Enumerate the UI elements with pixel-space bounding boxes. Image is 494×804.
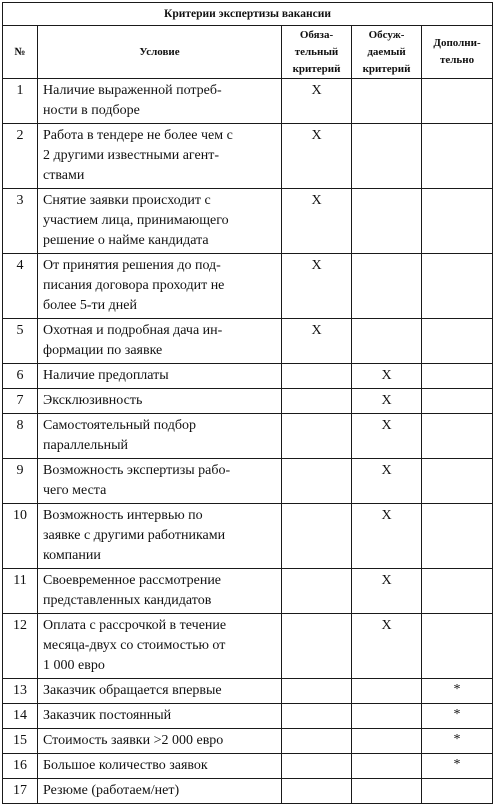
condition-line: Самостоятельный подбор bbox=[43, 418, 197, 433]
condition-line: заявке с другими работниками bbox=[43, 528, 226, 543]
row-discussed-mark: X bbox=[352, 389, 422, 414]
row-condition bbox=[38, 319, 282, 364]
condition-line: Возможность интервью по bbox=[43, 508, 203, 523]
condition-line: представленных кандидатов bbox=[43, 593, 212, 608]
row-additional-mark bbox=[422, 414, 493, 459]
condition-line: 2 другими известными агент- bbox=[43, 148, 219, 163]
row-number: 16 bbox=[3, 754, 38, 779]
row-number: 6 bbox=[3, 364, 38, 389]
row-additional-mark: * bbox=[422, 729, 493, 754]
table-row bbox=[3, 189, 493, 254]
row-condition bbox=[38, 779, 282, 804]
row-condition bbox=[38, 679, 282, 704]
header-discussed-line: критерий bbox=[362, 62, 411, 75]
row-condition bbox=[38, 189, 282, 254]
table-row bbox=[3, 254, 493, 319]
row-discussed-mark bbox=[352, 79, 422, 124]
condition-line: 1 000 евро bbox=[43, 658, 105, 673]
row-mandatory-mark bbox=[282, 504, 352, 569]
condition-line: Заказчик постоянный bbox=[43, 708, 172, 723]
row-condition bbox=[38, 614, 282, 679]
table-row bbox=[3, 124, 493, 189]
condition-line: участием лица, принимающего bbox=[43, 213, 229, 228]
row-discussed-mark bbox=[352, 124, 422, 189]
row-additional-mark: * bbox=[422, 704, 493, 729]
condition-line: Стоимость заявки >2 000 евро bbox=[43, 733, 224, 748]
row-mandatory-mark bbox=[282, 729, 352, 754]
table-title-row bbox=[3, 3, 493, 26]
header-mandatory-line: тельный bbox=[294, 45, 339, 58]
header-condition: Условие bbox=[38, 26, 282, 79]
row-mandatory-mark bbox=[282, 614, 352, 679]
row-discussed-mark: X bbox=[352, 414, 422, 459]
condition-line: Наличие предоплаты bbox=[43, 368, 169, 383]
row-additional-mark bbox=[422, 569, 493, 614]
row-mandatory-mark bbox=[282, 414, 352, 459]
row-additional-mark bbox=[422, 389, 493, 414]
row-mandatory-mark bbox=[282, 679, 352, 704]
row-number: 13 bbox=[3, 679, 38, 704]
table-row bbox=[3, 679, 493, 704]
condition-line: решение о найме кандидата bbox=[43, 233, 209, 248]
row-discussed-mark bbox=[352, 319, 422, 364]
row-additional-mark bbox=[422, 189, 493, 254]
row-mandatory-mark bbox=[282, 754, 352, 779]
row-number: 9 bbox=[3, 459, 38, 504]
row-mandatory-mark: X bbox=[282, 254, 352, 319]
row-mandatory-mark bbox=[282, 704, 352, 729]
row-number: 14 bbox=[3, 704, 38, 729]
condition-line: Наличие выраженной потреб- bbox=[43, 83, 222, 98]
table-body bbox=[3, 79, 493, 804]
row-discussed-mark: X bbox=[352, 364, 422, 389]
header-additional-line: тельно bbox=[439, 54, 475, 66]
row-mandatory-mark: X bbox=[282, 319, 352, 364]
row-mandatory-mark bbox=[282, 364, 352, 389]
header-discussed-line: Обсуж- bbox=[368, 28, 405, 41]
row-number: 12 bbox=[3, 614, 38, 679]
row-number: 1 bbox=[3, 79, 38, 124]
row-mandatory-mark bbox=[282, 569, 352, 614]
header-mandatory-line: критерий bbox=[292, 62, 341, 75]
row-number: 7 bbox=[3, 389, 38, 414]
header-num: № bbox=[3, 26, 38, 79]
row-mandatory-mark bbox=[282, 459, 352, 504]
condition-line: формации по заявке bbox=[43, 343, 163, 358]
row-discussed-mark: X bbox=[352, 459, 422, 504]
row-number: 4 bbox=[3, 254, 38, 319]
condition-line: Охотная и подробная дача ин- bbox=[43, 323, 223, 338]
table-row bbox=[3, 414, 493, 459]
row-condition bbox=[38, 504, 282, 569]
row-number: 5 bbox=[3, 319, 38, 364]
row-mandatory-mark bbox=[282, 779, 352, 804]
condition-line: Резюме (работаем/нет) bbox=[43, 783, 180, 798]
row-condition bbox=[38, 729, 282, 754]
row-discussed-mark bbox=[352, 254, 422, 319]
row-mandatory-mark: X bbox=[282, 79, 352, 124]
row-additional-mark bbox=[422, 459, 493, 504]
row-number: 8 bbox=[3, 414, 38, 459]
condition-line: писания договора проходит не bbox=[43, 278, 225, 293]
row-number: 15 bbox=[3, 729, 38, 754]
table-row bbox=[3, 754, 493, 779]
table-row bbox=[3, 614, 493, 679]
condition-line: Работа в тендере не более чем с bbox=[43, 128, 233, 143]
row-discussed-mark: X bbox=[352, 504, 422, 569]
row-additional-mark bbox=[422, 319, 493, 364]
table-row bbox=[3, 364, 493, 389]
criteria-table bbox=[2, 2, 493, 804]
row-additional-mark bbox=[422, 254, 493, 319]
row-number: 2 bbox=[3, 124, 38, 189]
header-mandatory bbox=[282, 26, 352, 79]
condition-line: Большое количество заявок bbox=[43, 758, 208, 773]
table-row bbox=[3, 704, 493, 729]
row-condition bbox=[38, 254, 282, 319]
condition-line: Снятие заявки происходит с bbox=[43, 193, 211, 208]
condition-line: Заказчик обращается впервые bbox=[43, 683, 222, 698]
row-discussed-mark: X bbox=[352, 614, 422, 679]
condition-line: Оплата с рассрочкой в течение bbox=[43, 618, 227, 633]
row-additional-mark bbox=[422, 504, 493, 569]
table-row bbox=[3, 729, 493, 754]
row-condition bbox=[38, 79, 282, 124]
row-discussed-mark bbox=[352, 189, 422, 254]
row-condition bbox=[38, 124, 282, 189]
condition-line: параллельный bbox=[43, 438, 128, 453]
condition-line: ности в подборе bbox=[43, 103, 140, 118]
row-discussed-mark bbox=[352, 729, 422, 754]
row-additional-mark bbox=[422, 614, 493, 679]
header-additional-line: Дополни- bbox=[433, 37, 481, 49]
row-condition bbox=[38, 459, 282, 504]
row-discussed-mark bbox=[352, 679, 422, 704]
condition-line: компании bbox=[43, 548, 101, 563]
row-discussed-mark: X bbox=[352, 569, 422, 614]
row-number: 11 bbox=[3, 569, 38, 614]
row-condition bbox=[38, 414, 282, 459]
row-discussed-mark bbox=[352, 754, 422, 779]
condition-line: От принятия решения до под- bbox=[43, 258, 221, 273]
row-condition bbox=[38, 389, 282, 414]
row-additional-mark bbox=[422, 364, 493, 389]
table-row bbox=[3, 459, 493, 504]
row-condition bbox=[38, 364, 282, 389]
condition-line: Эксклюзивность bbox=[43, 393, 143, 408]
row-additional-mark bbox=[422, 124, 493, 189]
table-row bbox=[3, 779, 493, 804]
condition-line: чего места bbox=[43, 483, 107, 498]
condition-line: месяца-двух со стоимостью от bbox=[43, 638, 226, 653]
table-row bbox=[3, 79, 493, 124]
row-number: 3 bbox=[3, 189, 38, 254]
row-additional-mark: * bbox=[422, 679, 493, 704]
row-mandatory-mark: X bbox=[282, 124, 352, 189]
condition-line: более 5-ти дней bbox=[43, 298, 137, 313]
table-row bbox=[3, 319, 493, 364]
row-additional-mark bbox=[422, 779, 493, 804]
row-number: 10 bbox=[3, 504, 38, 569]
table-title: Критерии экспертизы вакансии bbox=[3, 3, 493, 26]
header-discussed-line: даемый bbox=[367, 45, 406, 58]
header-discussed bbox=[352, 26, 422, 79]
condition-line: Своевременное рассмотрение bbox=[43, 573, 222, 588]
table-row bbox=[3, 504, 493, 569]
header-additional bbox=[422, 26, 493, 79]
row-number: 17 bbox=[3, 779, 38, 804]
row-discussed-mark bbox=[352, 779, 422, 804]
header-row bbox=[3, 26, 493, 79]
row-additional-mark: * bbox=[422, 754, 493, 779]
row-condition bbox=[38, 754, 282, 779]
row-condition bbox=[38, 569, 282, 614]
row-discussed-mark bbox=[352, 704, 422, 729]
row-condition bbox=[38, 704, 282, 729]
header-mandatory-line: Обяза- bbox=[299, 28, 334, 41]
row-mandatory-mark: X bbox=[282, 189, 352, 254]
condition-line: ствами bbox=[43, 168, 85, 183]
condition-line: Возможность экспертизы рабо- bbox=[43, 463, 231, 478]
row-mandatory-mark bbox=[282, 389, 352, 414]
row-additional-mark bbox=[422, 79, 493, 124]
table-row bbox=[3, 389, 493, 414]
table-row bbox=[3, 569, 493, 614]
